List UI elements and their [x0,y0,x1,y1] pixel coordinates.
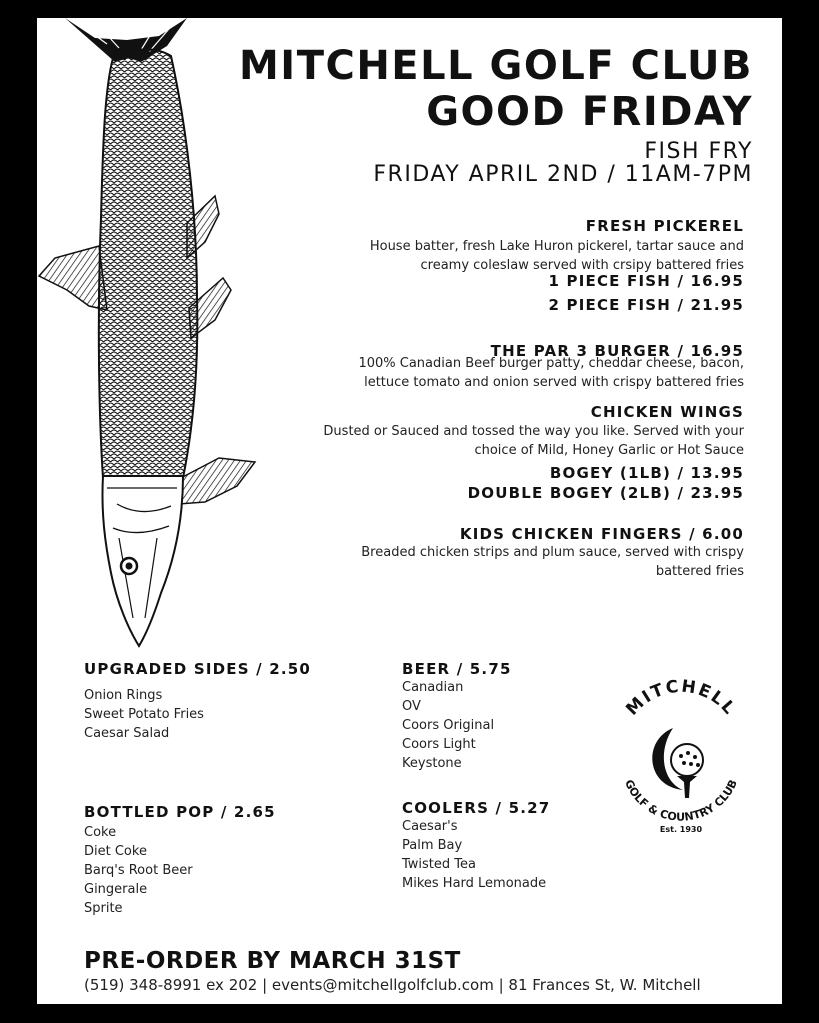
beer-list [402,678,494,773]
list-item: Caesar's [402,819,458,834]
golf-ball-icon [671,744,703,776]
beer-title: BEER / 5.75 [402,660,512,678]
pickerel-option-2: 2 PIECE FISH / 21.95 [548,296,744,314]
wings-desc-line1: Dusted or Sauced and tossed the way you like. Served with your [323,424,744,439]
fish-pectoral-fin [177,458,255,504]
club-logo [605,678,755,838]
list-item: Sweet Potato Fries [84,707,204,722]
wings-option-2: DOUBLE BOGEY (2LB) / 23.95 [467,484,744,502]
list-item: Keystone [402,756,462,771]
event-subtitle: FISH FRY [644,139,753,164]
list-item: Sprite [84,901,123,916]
list-item: Coors Light [402,737,476,752]
pickerel-title: FRESH PICKEREL [585,217,744,235]
fish-head [102,476,183,646]
logo-top-text: MITCHELL [622,678,740,720]
pickerel-desc-line2: creamy coleslaw served with crsipy battered fries [420,258,744,273]
coolers-title: COOLERS / 5.27 [402,799,551,817]
kids-desc-line2: battered fries [655,564,744,579]
pickerel-fish-illustration [37,18,267,650]
list-item: Twisted Tea [402,857,476,872]
fish-body [99,49,197,478]
burger-desc-line1: 100% Canadian Beef burger patty, cheddar cheese, bacon, [358,356,744,371]
burger-title: THE PAR 3 BURGER / 16.95 [490,342,744,360]
sides-title: UPGRADED SIDES / 2.50 [84,660,312,678]
list-item: Caesar Salad [84,726,170,741]
preorder-deadline: PRE-ORDER BY MARCH 31ST [84,948,461,974]
list-item: Onion Rings [84,688,163,703]
pop-list [84,823,193,918]
list-item: Gingerale [84,882,148,897]
flyer-page [37,18,782,1004]
golf-tee-icon [677,776,697,798]
contact-info: (519) 348-8991 ex 202 | events@mitchellgolfclub.com | 81 Frances St, W. Mitchell [84,976,701,994]
list-item: Canadian [402,680,464,695]
fish-dorsal-fin-left [39,246,107,310]
list-item: OV [402,699,421,714]
pickerel-desc-line1: House batter, fresh Lake Huron pickerel, tartar sauce and [369,239,744,254]
logo-est-text: Est. 1930 [659,825,703,834]
kids-title: KIDS CHICKEN FINGERS / 6.00 [459,525,744,543]
wings-title: CHICKEN WINGS [590,403,744,421]
pickerel-option-1: 1 PIECE FISH / 16.95 [548,272,744,290]
list-item: Coors Original [402,718,495,733]
coolers-list [402,817,546,893]
event-date-time: FRIDAY APRIL 2ND / 11AM-7PM [373,162,753,187]
sides-list [84,686,204,743]
list-item: Mikes Hard Lemonade [402,876,547,891]
list-item: Diet Coke [84,844,147,859]
list-item: Palm Bay [402,838,463,853]
logo-bottom-text: GOLF & COUNTRY CLUB [621,777,741,824]
list-item: Coke [84,825,117,840]
title-line2: GOOD FRIDAY [426,89,753,135]
title-line1: MITCHELL GOLF CLUB [239,43,753,89]
burger-desc-line2: lettuce tomato and onion served with crispy battered fries [364,375,744,390]
pop-title: BOTTLED POP / 2.65 [84,803,276,821]
kids-desc-line1: Breaded chicken strips and plum sauce, served with crispy [361,545,744,560]
wings-option-1: BOGEY (1LB) / 13.95 [549,464,744,482]
list-item: Barq's Root Beer [84,863,193,878]
wings-desc-line2: choice of Mild, Honey Garlic or Hot Sauce [474,443,744,458]
